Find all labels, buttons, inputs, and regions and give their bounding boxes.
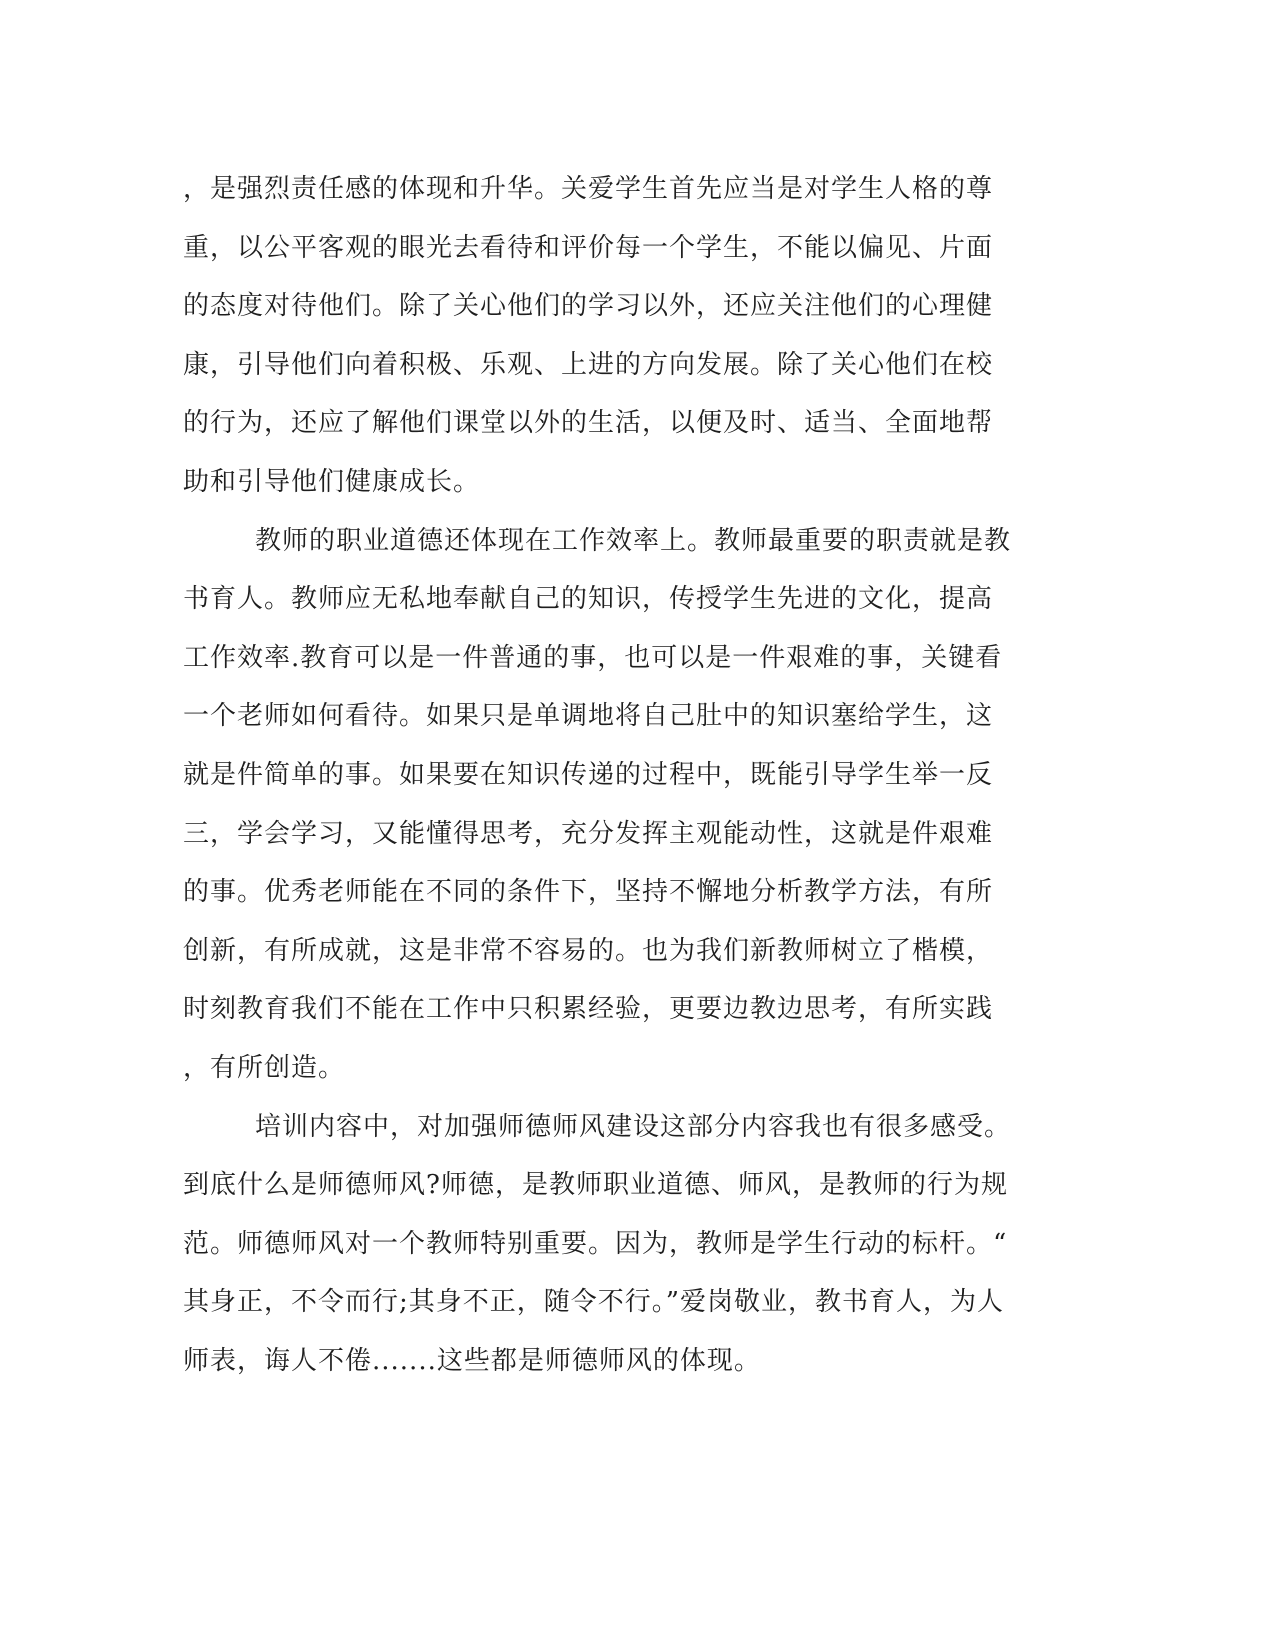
document-body — [183, 160, 1063, 1390]
paragraph — [183, 512, 1063, 1098]
text-line: 教师的职业道德还体现在工作效率上。教师最重要的职责就是教 — [255, 525, 1012, 556]
paragraph — [183, 1098, 1063, 1391]
text-line: 的态度对待他们。除了关心他们的学习以外，还应关注他们的心理健 — [183, 291, 994, 322]
text-line: 书育人。教师应无私地奉献自己的知识，传授学生先进的文化，提高 — [183, 584, 994, 615]
text-line: 到底什么是师德师风?师德，是教师职业道德、师风，是教师的行为规 — [183, 1170, 1008, 1201]
text-line: 创新，有所成就，这是非常不容易的。也为我们新教师树立了楷模， — [183, 935, 994, 966]
text-line: 康，引导他们向着积极、乐观、上进的方向发展。除了关心他们在校 — [183, 349, 994, 380]
text-line: 的行为，还应了解他们课堂以外的生活，以便及时、适当、全面地帮 — [183, 408, 994, 439]
text-line: 培训内容中，对加强师德师风建设这部分内容我也有很多感受。 — [255, 1111, 1012, 1142]
text-line: 一个老师如何看待。如果只是单调地将自己肚中的知识塞给学生，这 — [183, 701, 994, 732]
paragraph — [183, 160, 1063, 512]
text-line: 三，学会学习，又能懂得思考，充分发挥主观能动性，这就是件艰难 — [183, 818, 994, 849]
text-line: ，是强烈责任感的体现和升华。关爱学生首先应当是对学生人格的尊 — [183, 174, 994, 204]
text-line: 的事。优秀老师能在不同的条件下，坚持不懈地分析教学方法，有所 — [183, 877, 994, 908]
text-line: 重，以公平客观的眼光去看待和评价每一个学生，不能以偏见、片面 — [183, 232, 994, 263]
text-line: 范。师德师风对一个教师特别重要。因为，教师是学生行动的标杆。“ — [183, 1228, 1008, 1259]
text-line: 助和引导他们健康成长。 — [183, 466, 481, 497]
text-line: 师表，诲人不倦.......这些都是师德师风的体现。 — [183, 1345, 761, 1376]
text-line: 工作效率.教育可以是一件普通的事，也可以是一件艰难的事，关键看 — [183, 642, 1003, 673]
text-line: 就是件简单的事。如果要在知识传递的过程中，既能引导学生举一反 — [183, 759, 994, 790]
text-line: ，有所创造。 — [183, 1052, 346, 1083]
text-line: 时刻教育我们不能在工作中只积累经验，更要边教边思考，有所实践 — [183, 994, 994, 1025]
text-line: 其身正，不令而行;其身不正，随令不行。”爱岗敬业，教书育人，为人 — [183, 1287, 1005, 1318]
